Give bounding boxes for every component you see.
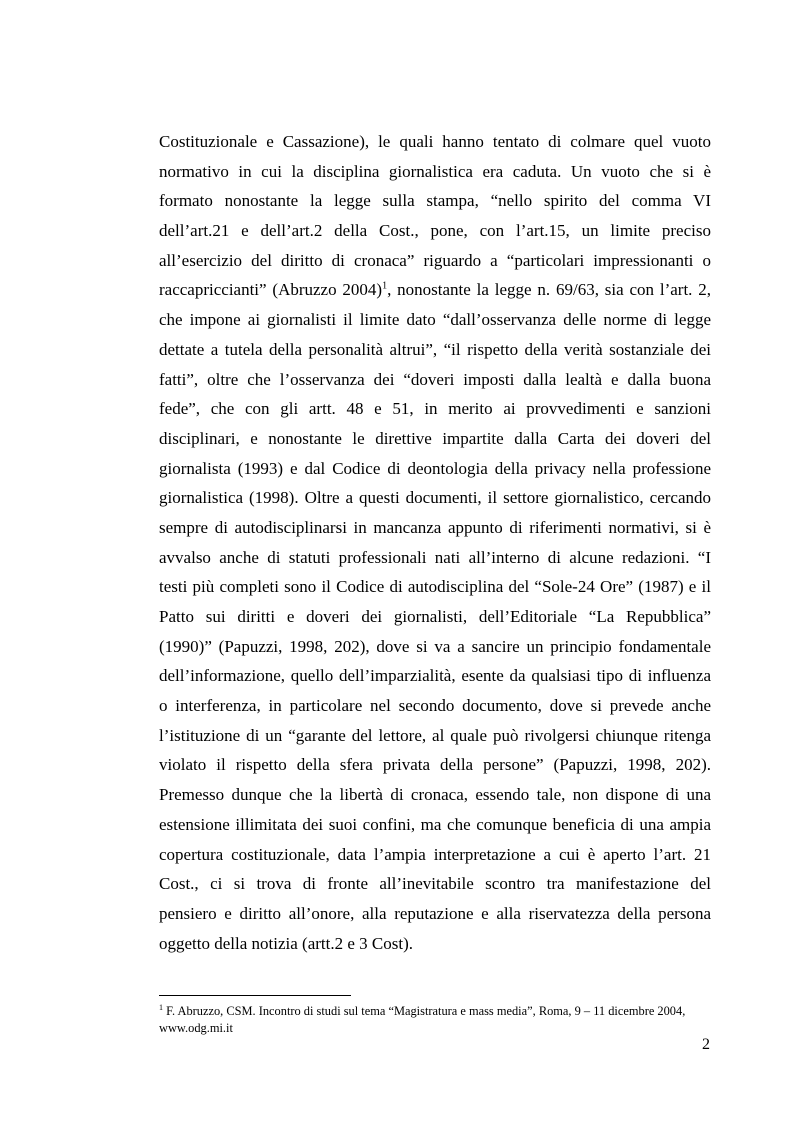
text-line: (1990)” (Papuzzi, 1998, 202), dove si va a sancire un principio fondamentale [159, 636, 711, 656]
text-line: Costituzionale e Cassazione), le quali hanno tentato di colmare quel vuoto [159, 132, 711, 151]
text-line: avvalso anche di statuti professionali nati all’interno di alcune redazioni. “I [159, 547, 711, 567]
text-line: all’esercizio del diritto di cronaca” riguardo a “particolari impressionanti o [159, 250, 711, 270]
text-line: che impone ai giornalisti il limite dato “dall’osservanza delle norme di legge [159, 310, 711, 330]
footnote-reference[interactable]: 1 [382, 280, 388, 292]
text-line-with-footnote-ref: raccapriccianti” (Abruzzo 2004)$^1$, nonostante la legge n. 69/63, sia con l’art. 2, [159, 280, 711, 300]
page-number: 2 [702, 1036, 710, 1053]
text-line: dell’informazione, quello dell’imparzialità, esente da qualsiasi tipo di influenza [159, 666, 711, 686]
text-line: oggetto della notizia (artt.2 e 3 Cost). [159, 933, 413, 953]
text-line: giornalista (1993) e dal Codice di deontologia della privacy nella professione [159, 458, 711, 478]
text-line: Premesso dunque che la libertà di cronaca, essendo tale, non dispone di una [159, 785, 711, 805]
text-line: violato il rispetto della sfera privata della persone” (Papuzzi, 1998, 202). [159, 755, 711, 775]
text-line: pensiero e diritto all’onore, alla reputazione e alla riservatezza della persona [159, 903, 711, 923]
text-line: disciplinari, e nonostante le direttive impartite dalla Carta dei doveri del [159, 428, 711, 448]
text-line: estensione illimitata dei suoi confini, ma che comunque beneficia di una ampia [159, 814, 711, 834]
text-line: copertura costituzionale, data l’ampia interpretazione a cui è aperto l’art. 21 [159, 844, 711, 864]
text-line: normativo in cui la disciplina giornalistica era caduta. Un vuoto che si è [159, 161, 711, 181]
text-line: l’istituzione di un “garante del lettore, al quale può rivolgersi chiunque ritenga [159, 725, 711, 745]
text-line: fatti”, oltre che l’osservanza dei “doveri imposti dalla lealtà e dalla buona [159, 369, 711, 389]
footnote-marker: 1 [159, 1002, 163, 1012]
footnote [159, 1003, 711, 1037]
text-line: fede”, che con gli artt. 48 e 51, in merito ai provvedimenti e sanzioni [159, 399, 711, 419]
footnote-separator [159, 995, 351, 996]
text-line: Patto sui diritti e doveri dei giornalisti, dell’Editoriale “La Repubblica” [159, 607, 711, 626]
text-line: dettate a tutela della personalità altrui”, “il rispetto della verità sostanziale dei [159, 339, 711, 359]
footnote-text: F. Abruzzo, CSM. Incontro di studi sul tema “Magistratura e mass media”, Roma, 9 – 11 dicembre 2004, www.odg.mi.it [159, 1004, 686, 1035]
body-paragraph [159, 127, 711, 958]
text-line: Cost., ci si trova di fronte all’inevitabile scontro tra manifestazione del [159, 874, 711, 894]
text-line: sempre di autodisciplinarsi in mancanza appunto di riferimenti normativi, si è [159, 517, 711, 537]
text-line: giornalistica (1998). Oltre a questi documenti, il settore giornalistico, cercando [159, 488, 711, 508]
text-line: o interferenza, in particolare nel secondo documento, dove si prevede anche [159, 696, 711, 716]
text-line: formato nonostante la legge sulla stampa, “nello spirito del comma VI [159, 191, 711, 211]
text-line: testi più completi sono il Codice di autodisciplina del “Sole-24 Ore” (1987) e il [159, 577, 711, 597]
text-line: dell’art.21 e dell’art.2 della Cost., pone, con l’art.15, un limite preciso [159, 221, 711, 241]
